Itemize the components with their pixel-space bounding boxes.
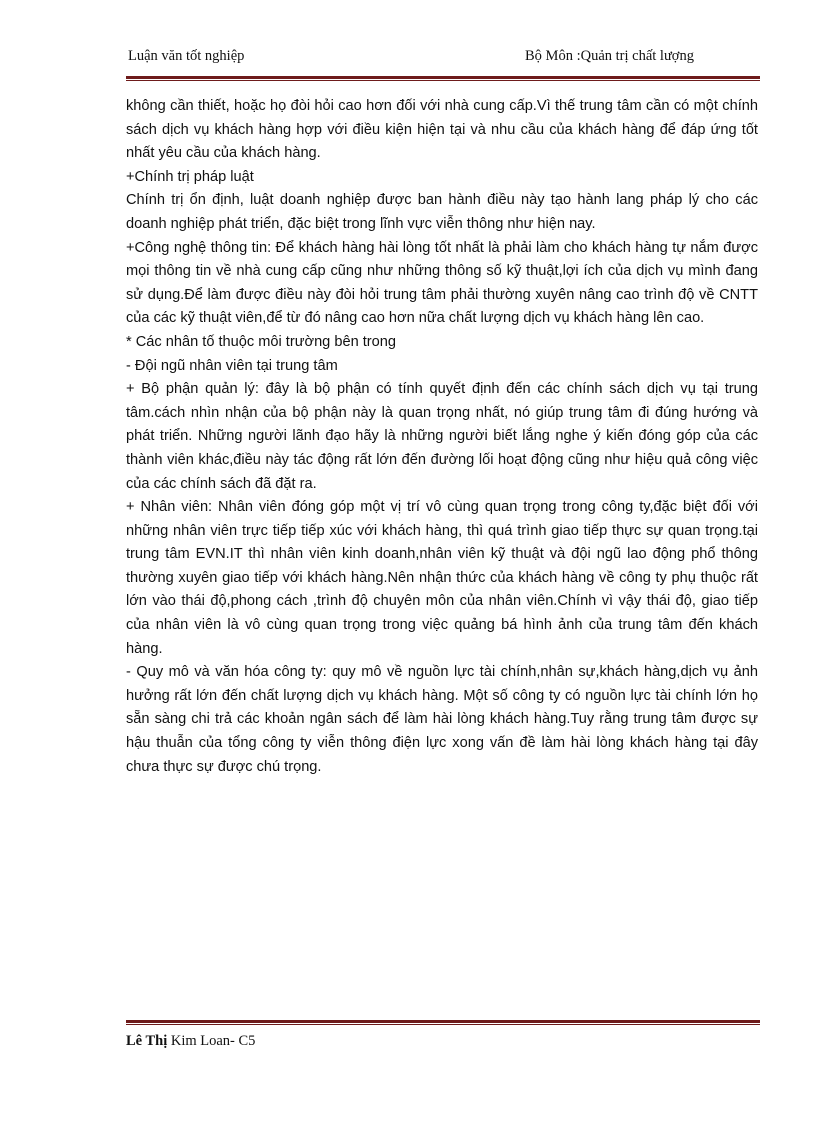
header-divider: [126, 76, 760, 81]
header-thesis-title: Luận văn tốt nghiệp: [128, 48, 245, 64]
paragraph: Chính trị ổn định, luật doanh nghiệp được ban hành điều này tạo hành lang pháp lý cho các doanh nghiệp phát triển, đặc biệt trong lĩnh vực viễn thông như hiện nay.: [126, 192, 758, 232]
footer-author-bold: Lê Thị: [126, 1033, 168, 1049]
paragraph: +Chính trị pháp luật: [126, 168, 254, 185]
footer-divider: [126, 1020, 760, 1025]
paragraph: + Nhân viên: Nhân viên đóng góp một vị trí vô cùng quan trọng trong công ty,đặc biệt đối với những nhân viên trực tiếp tiếp xúc với khách hàng, thì quá trình giao tiếp thực sự quan trọng.tại trung tâm EVN.IT thì nhân viên kinh doanh,nhân viên kỹ thuật và đội ngũ lao động phổ thông thường xuyên giao tiếp với khách hàng.Nên nhận thức của khách hàng về công ty phụ thuộc rất lớn vào thái độ,phong cách ,trình độ chuyên môn của nhân viên.Chính vì vậy thái độ, giao tiếp của nhân viên là vô cùng quan trọng trong việc quảng bá hình ảnh của trung tâm đến khách hàng.: [126, 499, 758, 657]
paragraph: - Đội ngũ nhân viên tại trung tâm: [126, 357, 338, 374]
page-footer: [126, 1033, 255, 1050]
paragraph: * Các nhân tố thuộc môi trường bên trong: [126, 333, 397, 350]
paragraph: không cần thiết, hoặc họ đòi hỏi cao hơn đối với nhà cung cấp.Vì thế trung tâm cần có một chính sách dịch vụ khách hàng hợp với điều kiện hiện tại và nhu cầu của khách hàng để đáp ứng tốt nhất yêu cầu của khách hàng.: [126, 98, 758, 162]
footer-author-rest: Kim Loan- C5: [167, 1033, 256, 1049]
paragraph: + Bộ phận quản lý: đây là bộ phận có tính quyết định đến các chính sách dịch vụ tại trung tâm.cách nhìn nhận của bộ phận này là quan trọng nhất, nó giúp trung tâm đi đúng hướng và phát triển. Những người lãnh đạo hãy là những người biết lắng nghe ý kiến đóng góp của các thành viên khác,điều này tác động rất lớn đến đường lối hoạt động cũng như hiệu quả công việc của các chính sách đã đặt ra.: [126, 381, 758, 492]
paragraph: - Quy mô và văn hóa công ty: quy mô về nguồn lực tài chính,nhân sự,khách hàng,dịch vụ ảnh hưởng rất lớn đến chất lượng dịch vụ khách hàng. Một số công ty có nguồn lực tài chính lớn họ sẵn sàng chi trả các khoản ngân sách để làm hài lòng khách hàng.Tuy rằng trung tâm được sự hậu thuẫn của tổng công ty viễn thông điện lực xong vấn đề làm hài lòng khách hàng tại đây chưa thực sự được chú trọng.: [126, 664, 758, 775]
body-text: [126, 95, 758, 779]
paragraph: +Công nghệ thông tin: Để khách hàng hài lòng tốt nhất là phải làm cho khách hàng tự nắm được mọi thông tin về nhà cung cấp cũng như những thông số kỹ thuật,lợi ích của dịch vụ mình đang sử dụng.Để làm được điều này đòi hỏi trung tâm phải thường xuyên nâng cao trình độ về CNTT của các kỹ thuật viên,để từ đó nâng cao hơn nữa chất lượng dịch vụ khách hàng lên cao.: [126, 239, 758, 327]
header-department: Bộ Môn :Quản trị chất lượng: [525, 48, 694, 64]
